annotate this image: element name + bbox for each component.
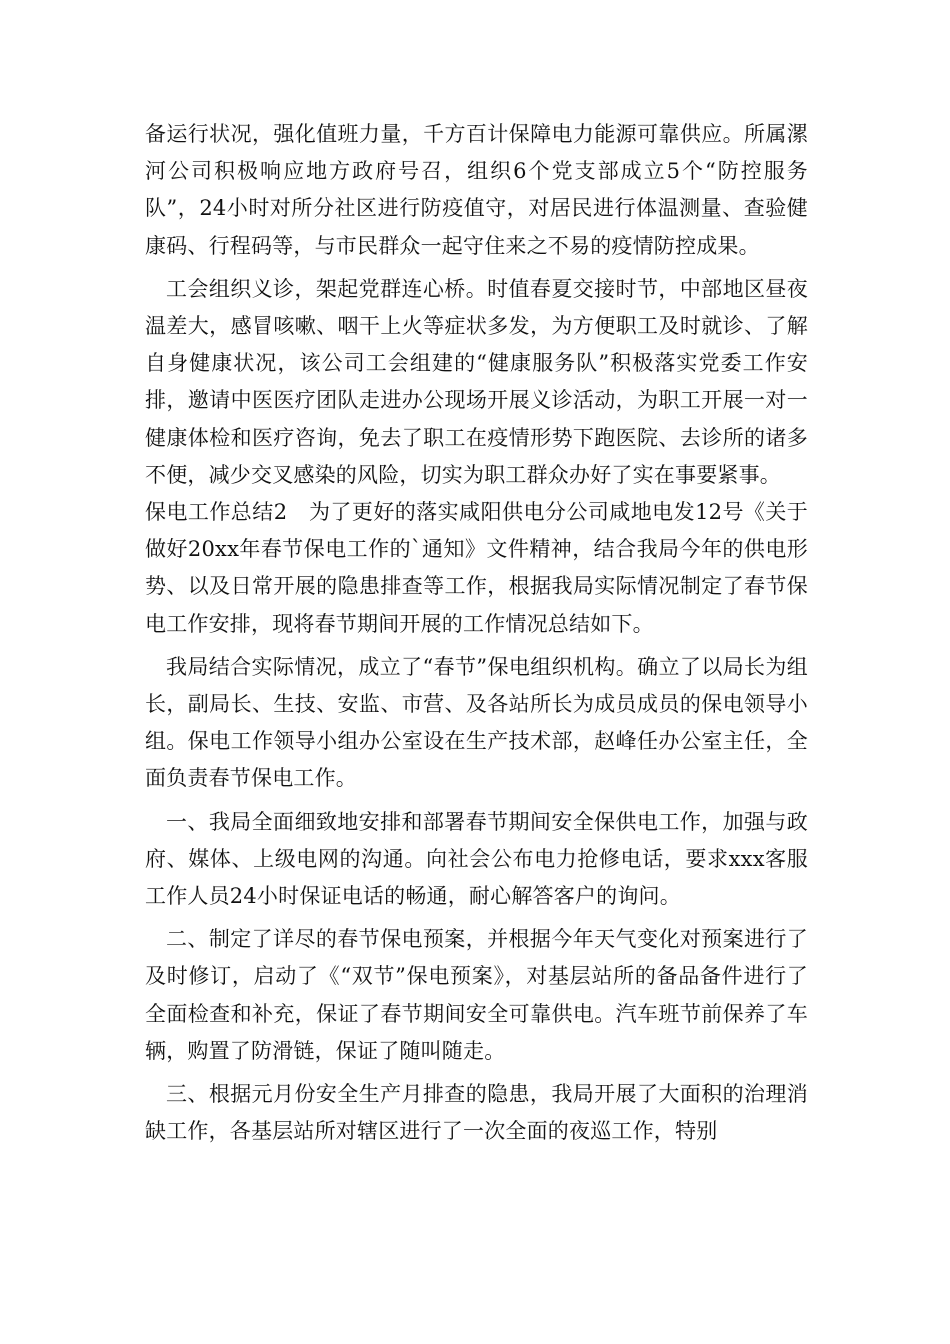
paragraph-2: 工会组织义诊，架起党群连心桥。时值春夏交接时节，中部地区昼夜温差大，感冒咳嗽、咽干上火等症状多发，为方便职工及时就诊、了解自身健康状况，该公司工会组建的“健康服务队”积极落实党委工作安排，邀请中医医疗团队走进办公现场开展义诊活动，为职工开展一对一健康体检和医疗咨询，免去了职工在疫情形势下跑医院、去诊所的诸多不便，减少交叉感染的风险，切实为职工群众办好了实在事要紧事。 bbox=[145, 276, 808, 487]
paragraph-6: 二、制定了详尽的春节保电预案，并根据今年天气变化对预案进行了及时修订，启动了《“双节”保电预案》，对基层站所的备品备件进行了全面检查和补充，保证了春节期间安全可靠供电。汽车班节前保养了车辆，购置了防滑链，保证了随叫随走。 bbox=[145, 927, 808, 1063]
document-body bbox=[145, 116, 808, 1150]
paragraph-7: 三、根据元月份安全生产月排查的隐患，我局开展了大面积的治理消缺工作，各基层站所对辖区进行了一次全面的夜巡工作，特别 bbox=[145, 1082, 808, 1144]
paragraph-3: 保电工作总结2 为了更好的落实咸阳供电分公司咸地电发12号《关于做好20xx年春节保电工作的`通知》文件精神，结合我局今年的供电形势、以及日常开展的隐患排查等工作，根据我局实际情况制定了春节保电工作安排，现将春节期间开展的工作情况总结如下。 bbox=[145, 500, 808, 636]
paragraph-1: 备运行状况，强化值班力量，千方百计保障电力能源可靠供应。所属漯河公司积极响应地方政府号召，组织6个党支部成立5个“防控服务队”，24小时对所分社区进行防疫值守，对居民进行体温测量、查验健康码、行程码等，与市民群众一起守住来之不易的疫情防控成果。 bbox=[145, 122, 808, 258]
paragraph-5: 一、我局全面细致地安排和部署春节期间安全保供电工作，加强与政府、媒体、上级电网的沟通。向社会公布电力抢修电话，要求xxx客服工作人员24小时保证电话的畅通，耐心解答客户的询问。 bbox=[145, 809, 808, 909]
paragraph-4: 我局结合实际情况，成立了“春节”保电组织机构。确立了以局长为组长，副局长、生技、安监、市营、及各站所长为成员成员的保电领导小组。保电工作领导小组办公室设在生产技术部，赵峰任办公室主任，全面负责春节保电工作。 bbox=[145, 654, 808, 791]
